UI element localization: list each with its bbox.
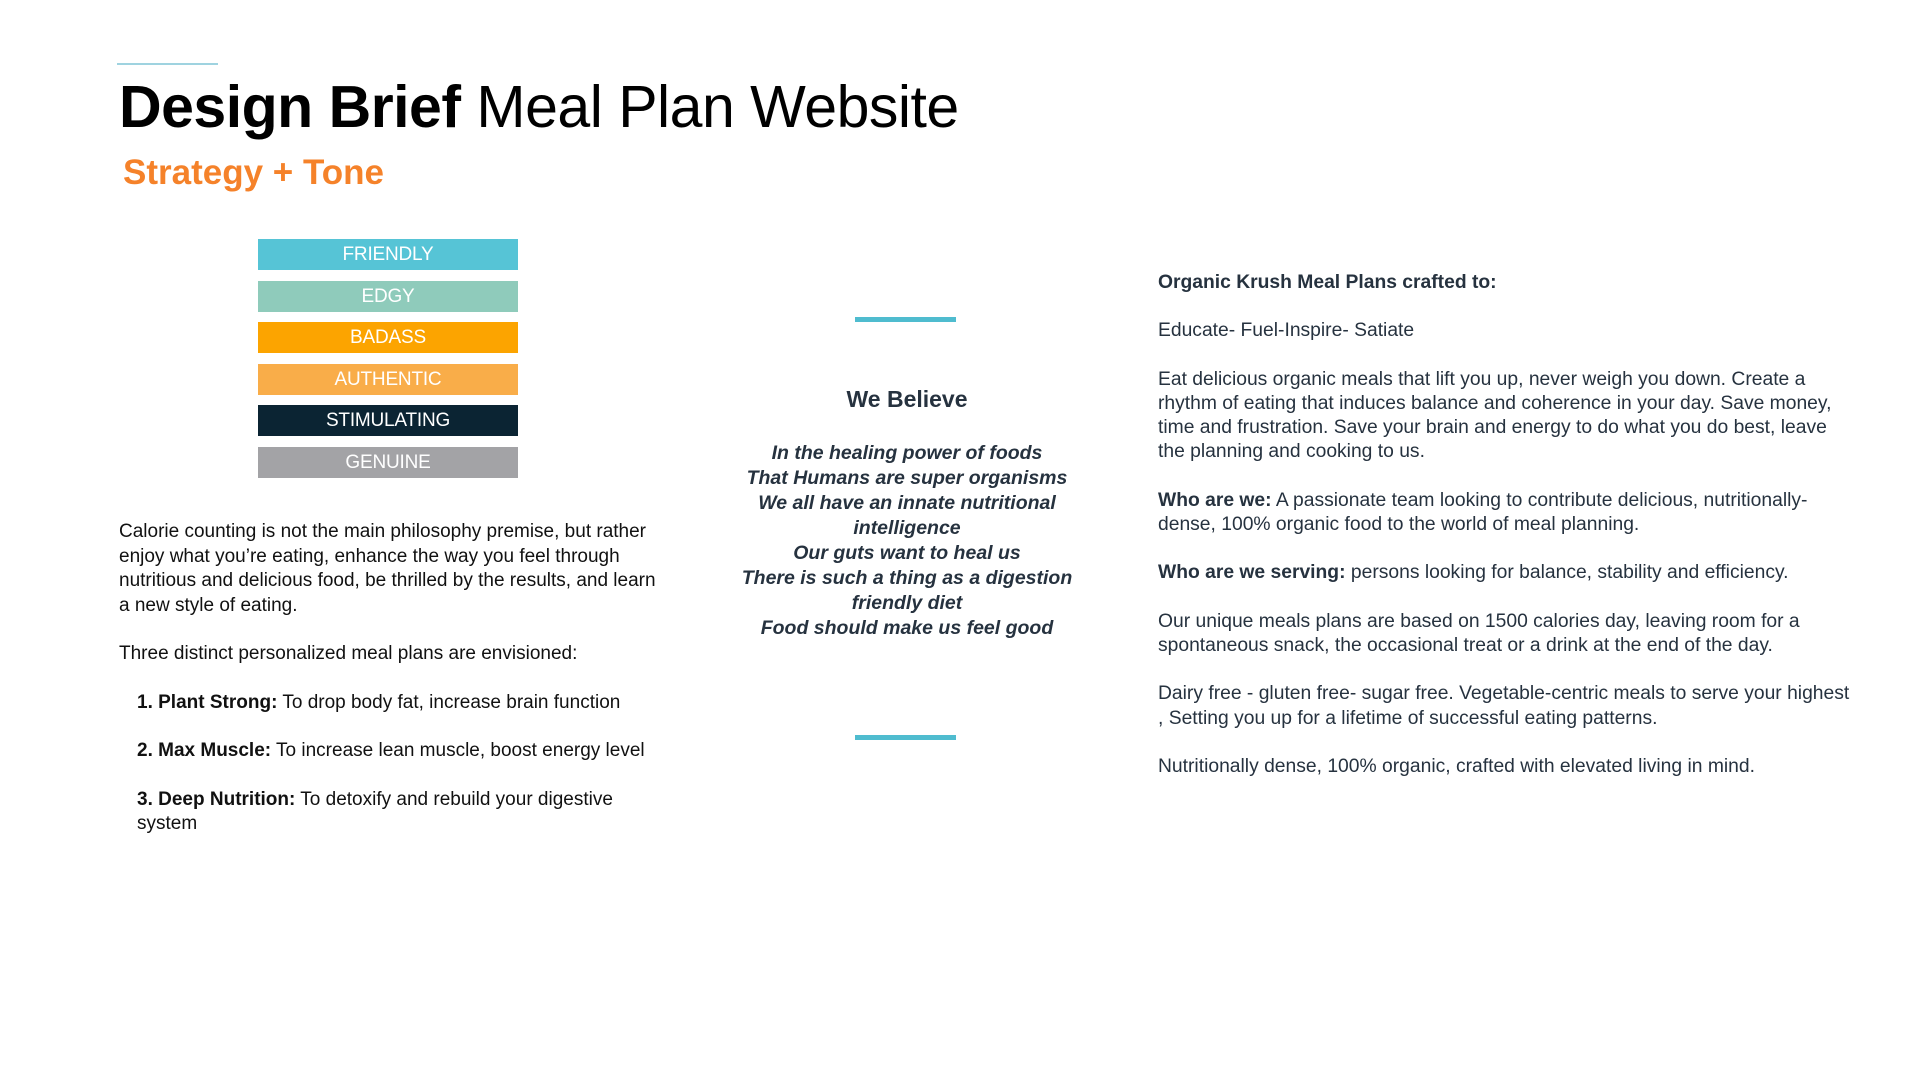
who-we-serve-label: Who are we serving:: [1158, 562, 1346, 584]
meal-plan-item: [137, 739, 659, 764]
title-accent-rule: [117, 63, 218, 65]
meal-plan-item: [137, 788, 659, 837]
about-tagline: Educate- Fuel-Inspire- Satiate: [1158, 320, 1415, 342]
tone-friendly: FRIENDLY: [258, 239, 518, 270]
about-paragraph: Eat delicious organic meals that lift you up, never weigh you down. Create a rhythm of eating that induces balance and coherence in your day. Save money, time and frustration. Save your brain and energy to do what you do best, leave the planning and cooking to us.: [1158, 368, 1832, 463]
tone-list: [258, 239, 518, 488]
meal-plan-desc: To increase lean muscle, boost energy level: [271, 740, 645, 761]
meal-plan-name: 1. Plant Strong:: [137, 691, 278, 713]
who-are-we-text: A passionate team looking to contribute delicious, nutritionally-dense, 100% organic food to the world of meal planning.: [1158, 489, 1808, 535]
believe-top-rule: [855, 317, 956, 322]
tone-stimulating: STIMULATING: [258, 405, 518, 436]
meal-plan-desc: To drop body fat, increase brain function: [277, 691, 621, 713]
about-section: [1158, 271, 1858, 803]
meal-plan-item: [137, 691, 659, 716]
about-heading: Organic Krush Meal Plans crafted to:: [1158, 272, 1497, 293]
believe-title: We Believe: [846, 386, 968, 412]
believe-line: Food should make us feel good: [760, 617, 1054, 639]
meal-plan-name: 3. Deep Nutrition:: [137, 788, 296, 810]
about-paragraph: Our unique meals plans are based on 1500 calories day, leaving room for a spontaneous snack, the occasional treat or a drink at the end of the day.: [1158, 610, 1800, 656]
meal-plan-desc: To detoxify and rebuild your digestive system: [137, 788, 613, 834]
meal-plan-name: 2. Max Muscle:: [137, 740, 272, 761]
meal-plan-list: [119, 691, 659, 837]
title-bold: Design Brief: [119, 74, 461, 140]
believe-line: There is such a thing as a digestion friendly diet: [741, 567, 1073, 614]
who-are-we-label: Who are we:: [1158, 489, 1272, 511]
philosophy-intro: Calorie counting is not the main philosophy premise, but rather enjoy what you’re eating, enhance the way you feel through nutritious and delicious food, be thrilled by the results, and learn a new style of eating.: [119, 521, 656, 616]
page-title: [119, 72, 959, 142]
tone-badass: BADASS: [258, 322, 518, 353]
tone-edgy: EDGY: [258, 281, 518, 312]
who-are-we: [1158, 489, 1858, 537]
we-believe-section: [730, 384, 1084, 641]
believe-line: Our guts want to heal us: [793, 542, 1021, 564]
philosophy-section: [119, 520, 659, 861]
plans-intro: Three distinct personalized meal plans are envisioned:: [119, 643, 578, 664]
believe-line: We all have an innate nutritional intelligence: [758, 492, 1056, 539]
tone-genuine: GENUINE: [258, 447, 518, 478]
who-we-serve-text: persons looking for balance, stability and efficiency.: [1345, 562, 1789, 584]
about-paragraph: Nutritionally dense, 100% organic, crafted with elevated living in mind.: [1158, 755, 1755, 777]
believe-line: In the healing power of foods: [771, 442, 1043, 464]
believe-bottom-rule: [855, 735, 956, 740]
who-we-serve: [1158, 561, 1858, 585]
about-paragraph: Dairy free - gluten free- sugar free. Vegetable-centric meals to serve your highest , Setting you up for a lifetime of successful eating patterns.: [1158, 683, 1850, 729]
believe-line: That Humans are super organisms: [746, 467, 1068, 489]
believe-list: [730, 441, 1084, 641]
title-rest: Meal Plan Website: [460, 74, 959, 140]
tone-authentic: AUTHENTIC: [258, 364, 518, 395]
section-subtitle: Strategy + Tone: [123, 153, 384, 192]
